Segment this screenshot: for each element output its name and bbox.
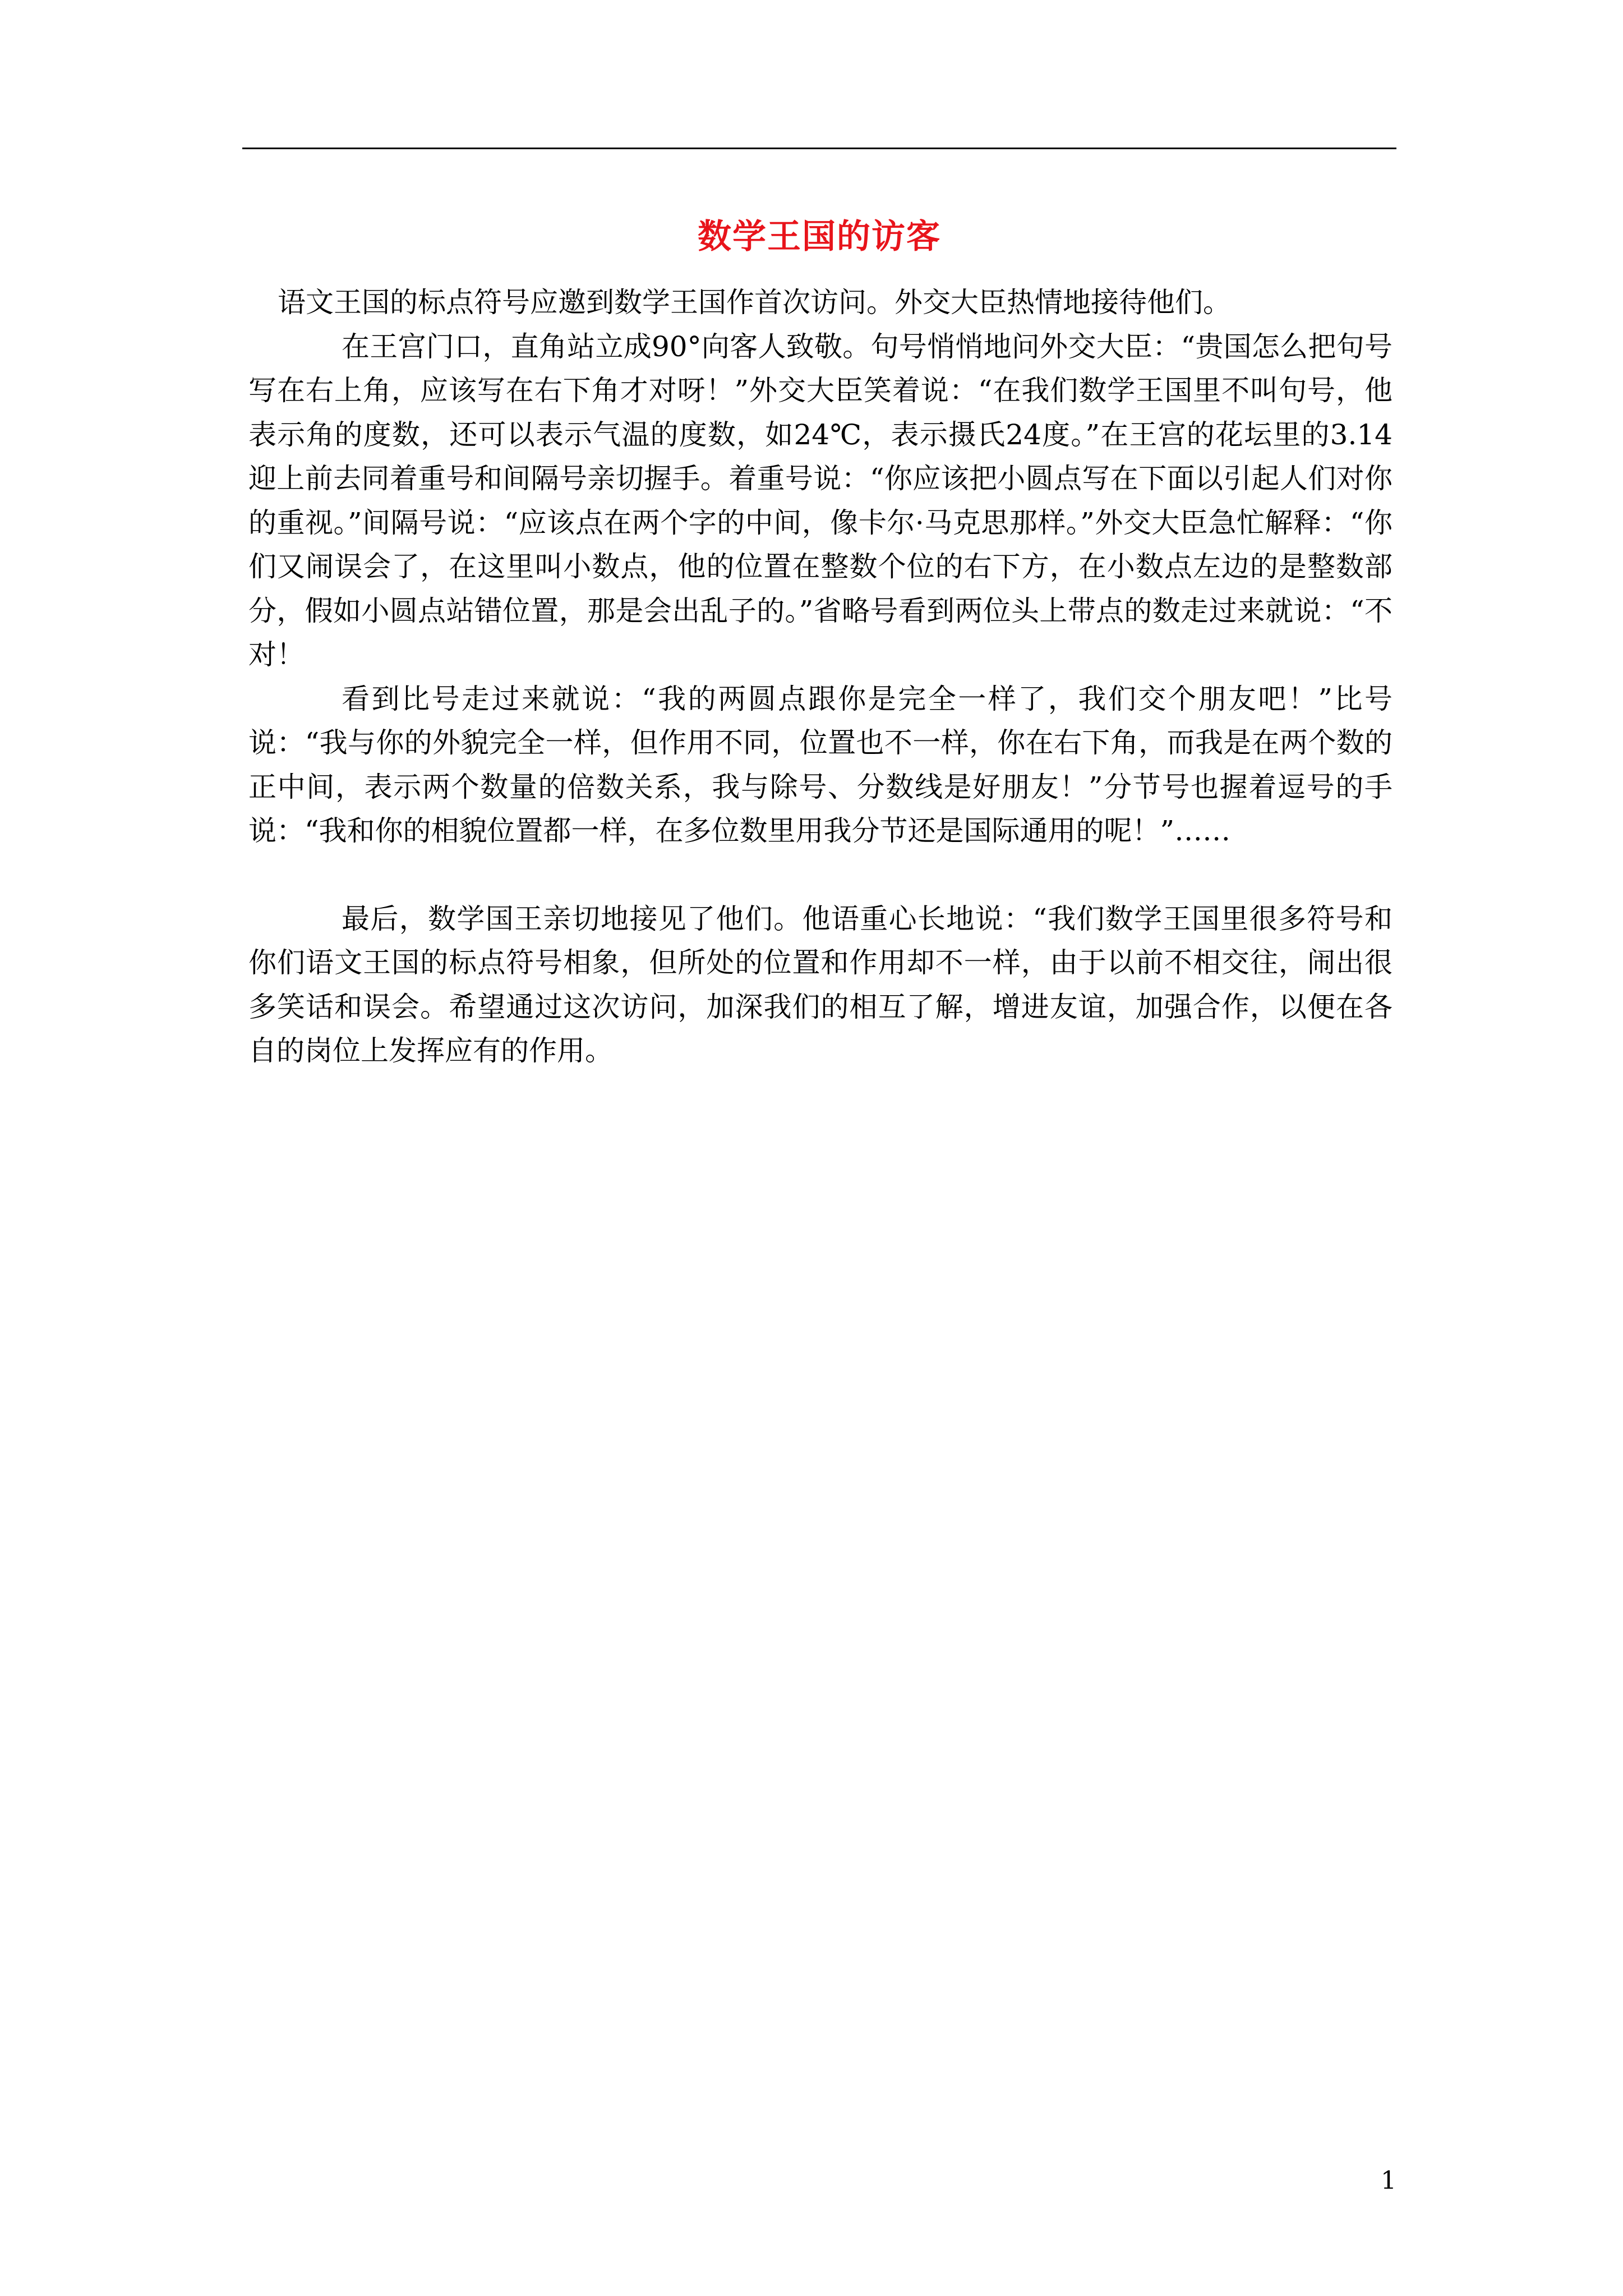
header-rule <box>242 148 1396 149</box>
page-number: 1 <box>1381 2166 1396 2195</box>
paragraph-palace-gate: 在王宫门口，直角站立成90°向客人致敬。句号悄悄地问外交大臣：“贵国怎么把句号写在右上角，应该写在右下角才对呀！”外交大臣笑着说：“在我们数学王国里不叫句号，他表示角的度数，还可以表示气温的度数，如24℃，表示摄氏24度。”在王宫的花坛里的3.14迎上前去同着重号和间隔号亲切握手。着重号说：“你应该把小圆点写在下面以引起人们对你的重视。”间隔号说：“应该点在两个字的中间，像卡尔·马克思那样。”外交大臣急忙解释：“你们又闹误会了，在这里叫小数点，他的位置在整数个位的右下方，在小数点左边的是整数部分，假如小圆点站错位置，那是会出乱子的。”省略号看到两位头上带点的数走过来就说：“不对！ <box>248 330 1393 671</box>
paragraph-intro: 语文王国的标点符号应邀到数学王国作首次访问。外交大臣热情地接待他们。 <box>278 286 1231 319</box>
paragraph-ratio-sign: 看到比号走过来就说：“我的两圆点跟你是完全一样了，我们交个朋友吧！”比号说：“我与你的外貌完全一样，但作用不同，位置也不一样，你在右下角，而我是在两个数的正中间，表示两个数量的倍数关系，我与除号、分数线是好朋友！”分节号也握着逗号的手说：“我和你的相貌位置都一样，在多位数里用我分节还是国际通用的呢！”…… <box>248 682 1393 847</box>
paragraph-spacer <box>248 853 1393 897</box>
document-title: 数学王国的访客 <box>698 217 941 256</box>
paragraph-conclusion: 最后，数学国王亲切地接见了他们。他语重心长地说：“我们数学王国里很多符号和你们语文王国的标点符号相象，但所处的位置和作用却不一样，由于以前不相交往，闹出很多笑话和误会。希望通过这次访问，加深我们的相互了解，增进友谊，加强合作，以便在各自的岗位上发挥应有的作用。 <box>248 902 1393 1067</box>
article-body <box>248 280 1393 1073</box>
